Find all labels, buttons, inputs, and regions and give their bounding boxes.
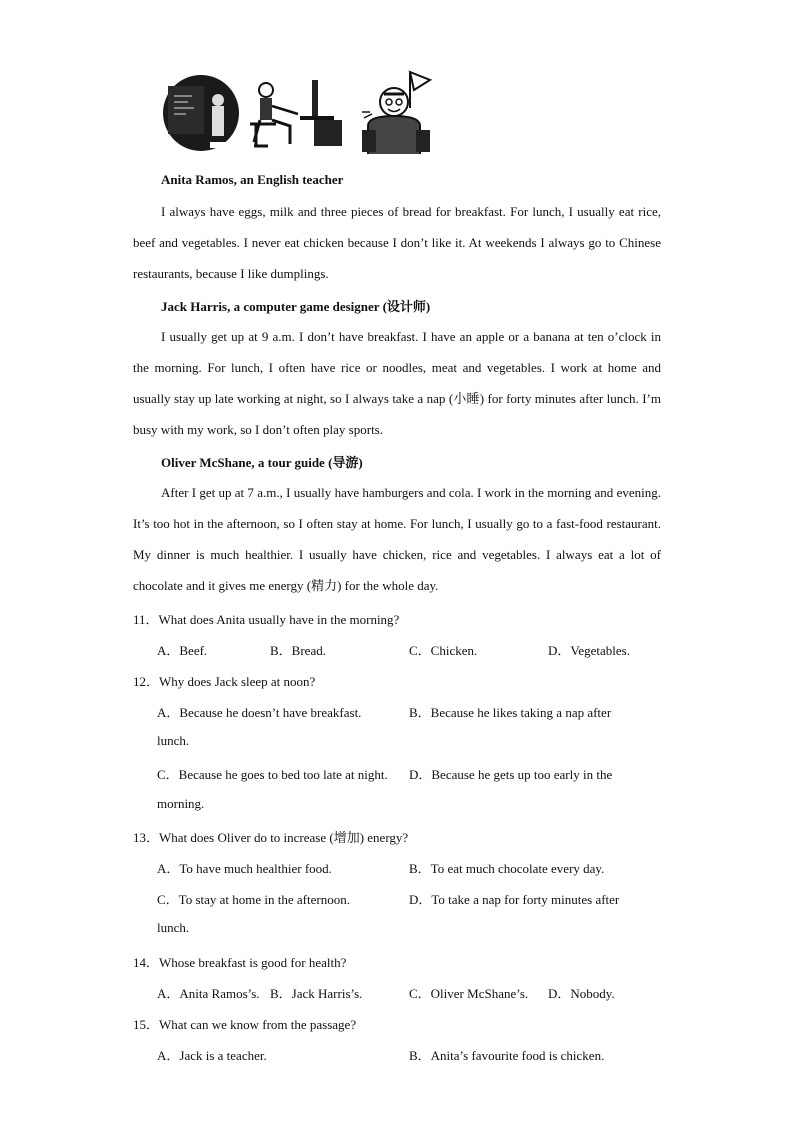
q13-option-d-continued: lunch. [157, 920, 190, 935]
q11-option-b[interactable]: B．Bread. [270, 643, 326, 658]
q12-option-c[interactable]: C．Because he goes to bed too late at night. [157, 767, 388, 782]
q13-option-d[interactable]: D．To take a nap for forty minutes after [409, 892, 620, 907]
tour-guide-illustration [358, 68, 434, 156]
q12-option-b[interactable]: B．Because he likes taking a nap after [409, 705, 612, 720]
question-14-stem: 14．Whose breakfast is good for health? [133, 955, 347, 970]
q13-option-c[interactable]: C．To stay at home in the afternoon. [157, 892, 350, 907]
q14-option-a[interactable]: A．Anita Ramos’s. [157, 986, 260, 1001]
question-13-stem: 13．What does Oliver do to increase (增加) energy? [133, 830, 409, 845]
q12-option-d[interactable]: D．Because he gets up too early in the [409, 767, 613, 782]
oliver-text: After I get up at 7 a.m., I usually have hamburgers and cola. I work in the morning and evening. It’s too hot in the afternoon, so I often stay at home. For lunch, I usually go to a fast-food restaurant. My dinner is much healthier. I usually have chicken, rice and vegetables. I always eat a lot of chocolate and it gives me energy (精力) for the whole day. [133, 485, 661, 593]
q14-option-b[interactable]: B．Jack Harris’s. [270, 986, 363, 1001]
q11-option-d[interactable]: D．Vegetables. [548, 643, 630, 658]
anita-heading: Anita Ramos, an English teacher [161, 172, 344, 187]
question-15-stem: 15．What can we know from the passage? [133, 1017, 357, 1032]
oliver-paragraph [133, 477, 661, 601]
oliver-heading: Oliver McShane, a tour guide (导游) [161, 455, 363, 470]
jack-text: I usually get up at 9 a.m. I don’t have breakfast. I have an apple or a banana at ten o’clock in the morning. For lunch, I often have rice or noodles, meat and vegetables. I work at home and usually stay up late working at night, so I always take a nap (小睡) for forty minutes after lunch. I’m busy with my work, so I don’t often play sports. [133, 329, 661, 437]
q12-option-b-continued: lunch. [157, 733, 190, 748]
q15-option-a[interactable]: A．Jack is a teacher. [157, 1048, 267, 1063]
question-12-stem: 12．Why does Jack sleep at noon? [133, 674, 316, 689]
q11-option-a[interactable]: A．Beef. [157, 643, 208, 658]
question-11-stem: 11．What does Anita usually have in the morning? [133, 612, 400, 627]
q14-option-d[interactable]: D．Nobody. [548, 986, 615, 1001]
anita-text: I always have eggs, milk and three pieces of bread for breakfast. For lunch, I usually eat rice, beef and vegetables. I never eat chicken because I don’t like it. At weekends I always go to Chinese restaurants, because I like dumplings. [133, 204, 661, 281]
teacher-illustration [160, 72, 242, 154]
q14-option-c[interactable]: C．Oliver McShane’s. [409, 986, 529, 1001]
jack-heading: Jack Harris, a computer game designer (设计师) [161, 299, 431, 314]
q11-option-c[interactable]: C．Chicken. [409, 643, 478, 658]
anita-paragraph [133, 196, 661, 289]
q12-option-d-continued: morning. [157, 796, 205, 811]
jack-paragraph [133, 321, 661, 445]
designer-illustration [250, 76, 346, 152]
q15-option-b[interactable]: B．Anita’s favourite food is chicken. [409, 1048, 605, 1063]
q13-option-b[interactable]: B．To eat much chocolate every day. [409, 861, 605, 876]
q13-option-a[interactable]: A．To have much healthier food. [157, 861, 332, 876]
q12-option-a[interactable]: A．Because he doesn’t have breakfast. [157, 705, 362, 720]
